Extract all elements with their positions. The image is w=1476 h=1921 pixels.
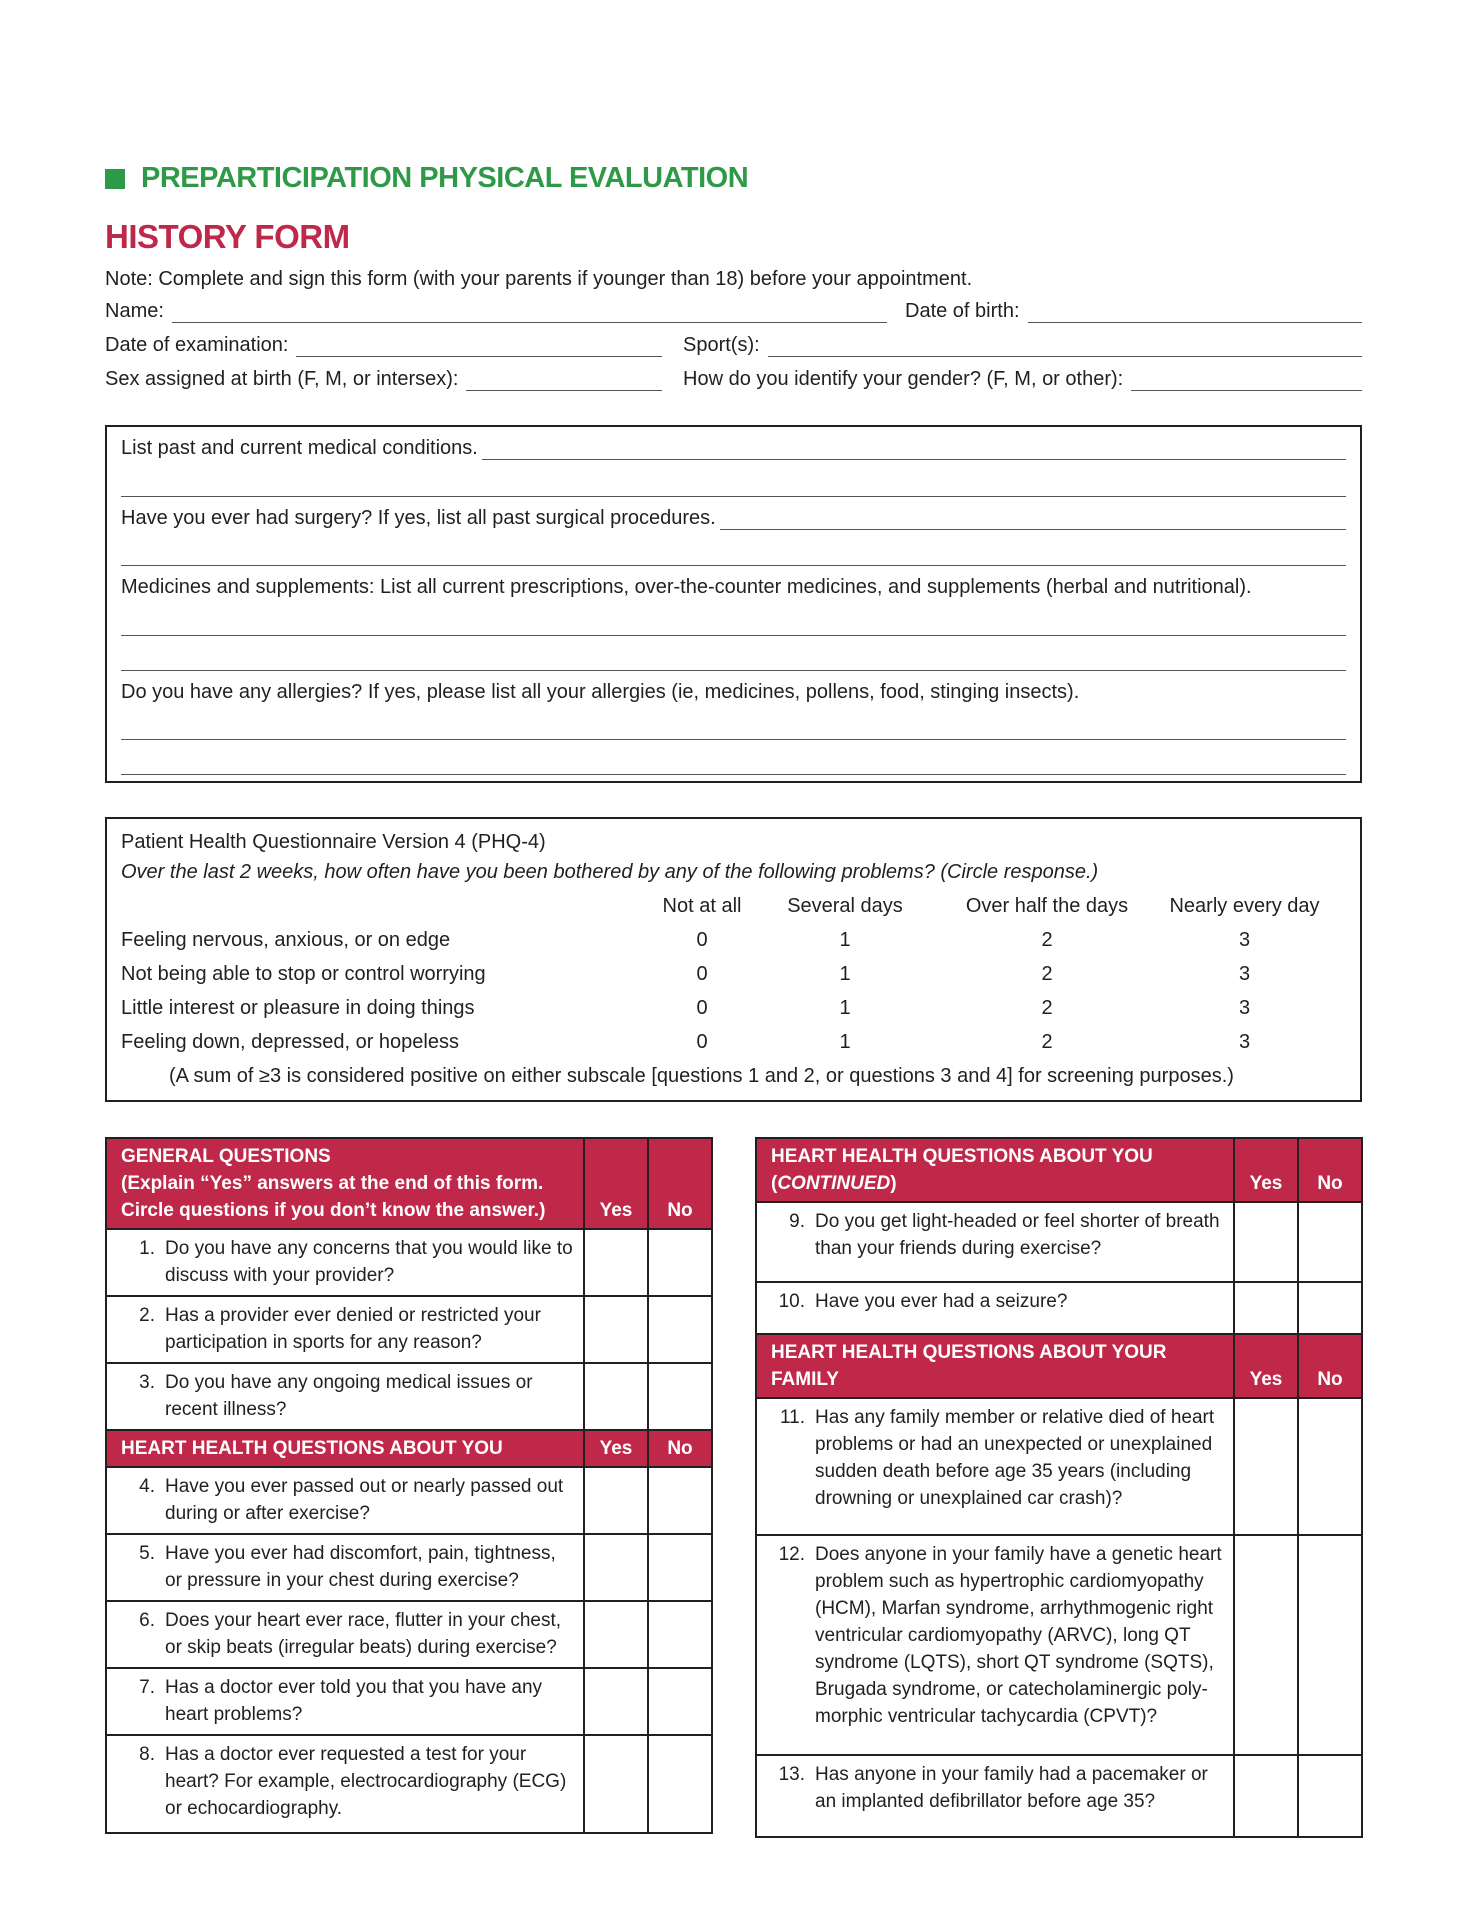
allergies-line-2[interactable] (121, 774, 1346, 775)
phq4-col-nearly-every-day: Nearly every day (1169, 895, 1320, 917)
question-number: 1. (139, 1238, 155, 1259)
no-checkbox[interactable] (648, 1296, 712, 1363)
question-text: Do you have any ongoing medical issues or recent illness? (165, 1372, 533, 1420)
no-column-header: No (1298, 1334, 1362, 1398)
no-checkbox[interactable] (1298, 1755, 1362, 1837)
no-checkbox[interactable] (1298, 1282, 1362, 1334)
heart-family-header (756, 1334, 1362, 1398)
form-note: Note: Complete and sign this form (with your parents if younger than 18) before your appointment. (105, 268, 973, 290)
yes-checkbox[interactable] (1234, 1535, 1298, 1755)
phq4-col-over-half: Over half the days (965, 895, 1129, 917)
gender-identity-field[interactable] (683, 368, 1362, 391)
yes-checkbox[interactable] (584, 1296, 648, 1363)
medical-conditions-line-2[interactable] (121, 496, 1346, 497)
question-number: 3. (139, 1372, 155, 1393)
phq4-row-label: Little interest or pleasure in doing things (121, 997, 475, 1019)
yes-checkbox[interactable] (584, 1534, 648, 1601)
phq4-response[interactable]: 1 (839, 963, 851, 985)
question-row (106, 1363, 712, 1430)
general-questions-header (106, 1138, 712, 1229)
form-title-text: PREPARTICIPATION PHYSICAL EVALUATION (141, 162, 749, 194)
no-checkbox[interactable] (1298, 1202, 1362, 1282)
phq4-box (105, 817, 1362, 1102)
yes-checkbox[interactable] (584, 1735, 648, 1833)
date-of-examination-input-line[interactable] (296, 337, 662, 357)
medical-conditions-field[interactable] (121, 437, 1346, 460)
no-checkbox[interactable] (648, 1601, 712, 1668)
phq4-title: Patient Health Questionnaire Version 4 (PHQ-4) (121, 831, 546, 853)
phq4-response[interactable]: 3 (1238, 1031, 1251, 1053)
question-text: Does your heart ever race, flutter in your chest, or skip beats (irregular beats) during exercise? (165, 1610, 562, 1658)
question-row (756, 1398, 1362, 1535)
phq4-footnote: (A sum of ≥3 is considered positive on either subscale [questions 1 and 2, or questions 3 and 4] for screening purposes.) (169, 1065, 1234, 1087)
medicines-field (121, 576, 1346, 599)
yes-checkbox[interactable] (584, 1467, 648, 1534)
question-text: Have you ever had a seizure? (815, 1291, 1068, 1312)
phq4-response[interactable]: 2 (1041, 929, 1053, 951)
form-subtitle: HISTORY FORM (105, 218, 350, 255)
sex-assigned-label: Sex assigned at birth (F, M, or intersex): (105, 368, 459, 390)
phq4-response[interactable]: 0 (696, 963, 708, 985)
no-column-header: No (648, 1430, 712, 1467)
sports-input-line[interactable] (768, 337, 1362, 357)
surgery-label: Have you ever had surgery? If yes, list all past surgical procedures. (121, 507, 716, 529)
yes-column-header: Yes (584, 1430, 648, 1467)
heart-you-continued-title: HEART HEALTH QUESTIONS ABOUT YOU (771, 1146, 1153, 1167)
no-checkbox[interactable] (648, 1668, 712, 1735)
date-of-examination-label: Date of examination: (105, 334, 289, 356)
heart-you-continued-subtitle (771, 1170, 1219, 1197)
no-checkbox[interactable] (648, 1229, 712, 1296)
question-text: Has anyone in your family had a pacemaker or an implanted defibrillator before age 35? (815, 1764, 1208, 1812)
surgery-input-line[interactable] (720, 510, 1346, 530)
question-number: 11. (779, 1407, 805, 1428)
green-square-icon (105, 169, 125, 189)
phq4-row-label: Feeling nervous, anxious, or on edge (121, 929, 451, 951)
medicines-line-2[interactable] (121, 670, 1346, 671)
question-number: 10. (778, 1291, 805, 1312)
date-of-birth-field[interactable] (905, 300, 1362, 323)
date-of-examination-field[interactable] (105, 334, 662, 357)
question-number: 9. (789, 1211, 805, 1232)
heart-you-continued-header (756, 1138, 1362, 1202)
medical-history-box (105, 425, 1362, 783)
question-row (756, 1755, 1362, 1837)
question-text: Has a doctor ever requested a test for your heart? For example, electrocardiography (ECG) or echocardiography. (165, 1744, 567, 1819)
yes-checkbox[interactable] (584, 1668, 648, 1735)
phq4-row-label: Not being able to stop or control worrying (121, 963, 486, 985)
question-row (106, 1229, 712, 1296)
general-questions-note-1: (Explain “Yes” answers at the end of this form. (121, 1173, 544, 1194)
medicines-label: Medicines and supplements: List all current prescriptions, over-the-counter medicines, and supplements (herbal and nutritional). (121, 576, 1252, 598)
question-row (106, 1534, 712, 1601)
heart-family-header-text: HEART HEALTH QUESTIONS ABOUT YOUR FAMILY (756, 1334, 1234, 1398)
yes-checkbox[interactable] (1234, 1282, 1298, 1334)
question-number: 7. (139, 1677, 155, 1698)
general-questions-title: GENERAL QUESTIONS (121, 1146, 331, 1167)
heart-you-continued-header-text (756, 1138, 1234, 1202)
no-checkbox[interactable] (648, 1467, 712, 1534)
right-questions-table (755, 1137, 1363, 1838)
no-checkbox[interactable] (648, 1534, 712, 1601)
phq4-col-several-days: Several days (787, 895, 903, 917)
no-checkbox[interactable] (648, 1363, 712, 1430)
heart-you-header-text: HEART HEALTH QUESTIONS ABOUT YOU (106, 1430, 584, 1467)
phq4-response[interactable]: 1 (839, 929, 851, 951)
question-row (756, 1535, 1362, 1755)
sports-label: Sport(s): (683, 334, 760, 356)
question-number: 4. (139, 1476, 155, 1497)
sex-assigned-field[interactable] (105, 368, 662, 391)
question-number: 2. (139, 1305, 155, 1326)
yes-checkbox[interactable] (1234, 1202, 1298, 1282)
yes-checkbox[interactable] (1234, 1398, 1298, 1535)
no-checkbox[interactable] (1298, 1398, 1362, 1535)
phq4-response[interactable]: 2 (1041, 963, 1053, 985)
yes-checkbox[interactable] (584, 1229, 648, 1296)
yes-column-header: Yes (1234, 1138, 1298, 1202)
general-questions-note-2: Circle questions if you don’t know the answer.) (121, 1200, 546, 1221)
question-text: Do you have any concerns that you would like to discuss with your provider? (165, 1238, 573, 1286)
question-text: Have you ever had discomfort, pain, tightness, or pressure in your chest during exercise? (165, 1543, 556, 1591)
yes-checkbox[interactable] (584, 1601, 648, 1668)
question-row (106, 1735, 712, 1833)
date-of-birth-label: Date of birth: (905, 300, 1020, 322)
gender-identity-input-line[interactable] (1131, 371, 1362, 391)
question-row (106, 1296, 712, 1363)
general-questions-header-text (106, 1138, 584, 1229)
phq4-response[interactable]: 3 (1238, 997, 1251, 1019)
question-row (106, 1668, 712, 1735)
phq4-response[interactable]: 2 (1041, 1031, 1053, 1053)
no-checkbox[interactable] (648, 1735, 712, 1833)
name-label: Name: (105, 300, 164, 322)
form-title (105, 162, 748, 195)
medical-conditions-label: List past and current medical conditions. (121, 437, 478, 459)
phq4-response[interactable]: 1 (839, 997, 851, 1019)
sex-assigned-input-line[interactable] (466, 371, 662, 391)
question-row (756, 1282, 1362, 1334)
phq4-response[interactable]: 0 (696, 997, 708, 1019)
left-questions-table (105, 1137, 713, 1834)
name-input-line[interactable] (172, 303, 887, 323)
yes-column-header: Yes (1234, 1334, 1298, 1398)
medical-conditions-input-line[interactable] (482, 440, 1346, 460)
date-of-birth-input-line[interactable] (1028, 303, 1362, 323)
phq4-response[interactable]: 3 (1238, 963, 1251, 985)
surgery-field[interactable] (121, 507, 1346, 530)
phq4-response[interactable]: 1 (839, 1031, 851, 1053)
question-number: 13. (778, 1764, 805, 1785)
heart-you-header (106, 1430, 712, 1467)
question-number: 8. (139, 1744, 155, 1765)
continued-label: CONTINUED (777, 1173, 891, 1194)
no-column-header: No (648, 1138, 712, 1229)
phq4-response[interactable]: 2 (1041, 997, 1053, 1019)
yes-checkbox[interactable] (1234, 1755, 1298, 1837)
yes-column-header: Yes (584, 1138, 648, 1229)
no-checkbox[interactable] (1298, 1535, 1362, 1755)
question-row (106, 1467, 712, 1534)
question-number: 6. (139, 1610, 155, 1631)
yes-checkbox[interactable] (584, 1363, 648, 1430)
phq4-instruction: Over the last 2 weeks, how often have you been bothered by any of the following problems? (Circle response.) (121, 861, 1099, 883)
paren-close: ) (890, 1173, 897, 1194)
question-text: Has any family member or relative died of heart problems or had an unexpected or unexplained sudden death before age 35 years (including drowning or unexplained car crash)? (815, 1407, 1215, 1509)
sports-field[interactable] (683, 334, 1362, 357)
question-text: Have you ever passed out or nearly passed out during or after exercise? (165, 1476, 564, 1524)
question-number: 12. (778, 1544, 805, 1565)
medicines-line-1[interactable] (121, 635, 1346, 636)
phq4-col-not-at-all: Not at all (662, 895, 742, 917)
phq4-response[interactable]: 0 (696, 929, 708, 951)
paren-open: ( (771, 1173, 778, 1194)
question-row (756, 1202, 1362, 1282)
no-column-header: No (1298, 1138, 1362, 1202)
question-text: Has a doctor ever told you that you have any heart problems? (165, 1677, 543, 1725)
question-text: Has a provider ever denied or restricted your participation in sports for any reason? (165, 1305, 541, 1353)
question-text: Does anyone in your family have a genetic heart problem such as hypertrophic cardiomyopathy (HCM), Marfan syndrome, arrhythmogenic right ventricular cardiomyopathy (ARVC), long QT syndrome (LQTS), short QT syndrome (SQTS), Brugada syndrome, or catecholaminergic poly-morphic ventricular tachycardia (CPVT)? (815, 1544, 1222, 1727)
question-number: 5. (139, 1543, 155, 1564)
question-text: Do you get light-headed or feel shorter of breath than your friends during exercise? (815, 1211, 1220, 1259)
name-field[interactable] (105, 300, 887, 323)
question-row (106, 1601, 712, 1668)
gender-identity-label: How do you identify your gender? (F, M, or other): (683, 368, 1124, 390)
phq4-response[interactable]: 3 (1238, 929, 1251, 951)
phq4-row-label: Feeling down, depressed, or hopeless (121, 1031, 459, 1053)
allergies-field (121, 681, 1346, 704)
allergies-label: Do you have any allergies? If yes, please list all your allergies (ie, medicines, pollens, food, stinging insects). (121, 681, 1080, 703)
phq4-response[interactable]: 0 (696, 1031, 708, 1053)
surgery-line-2[interactable] (121, 565, 1346, 566)
allergies-line-1[interactable] (121, 739, 1346, 740)
